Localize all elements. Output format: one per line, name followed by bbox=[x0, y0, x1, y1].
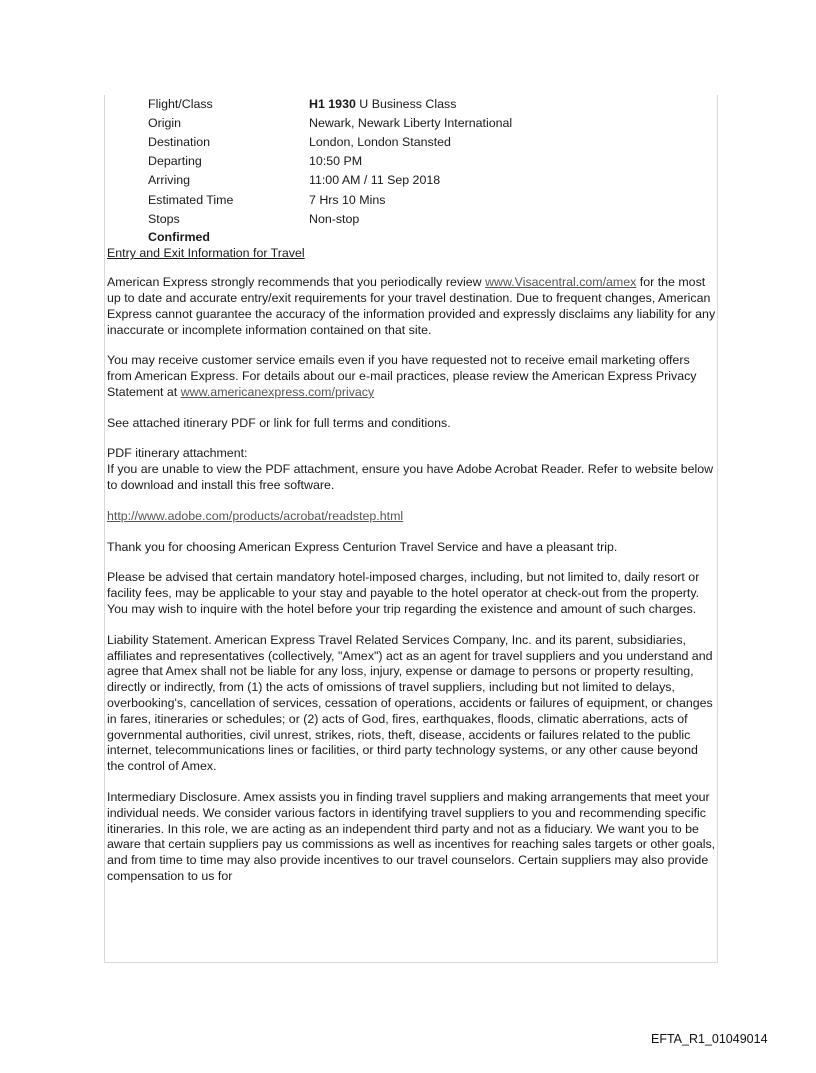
origin-value: Newark, Newark Liberty International bbox=[309, 115, 513, 130]
privacy-link[interactable]: www.americanexpress.com/privacy bbox=[180, 384, 375, 399]
privacy-paragraph bbox=[107, 353, 717, 400]
stops-value: Non-stop bbox=[309, 211, 360, 226]
stops-label: Stops bbox=[148, 211, 180, 226]
flight-row-stops bbox=[148, 210, 717, 229]
departing-label: Departing bbox=[148, 154, 202, 169]
document-body bbox=[107, 95, 717, 900]
arriving-value: 11:00 AM / 11 Sep 2018 bbox=[309, 173, 441, 188]
adobe-link[interactable]: http://www.adobe.com/products/acrobat/readstep.html bbox=[107, 508, 404, 523]
adobe-link-paragraph bbox=[107, 509, 717, 525]
flight-class-value bbox=[309, 97, 456, 113]
visacentral-link[interactable]: www.Visacentral.com/amex bbox=[485, 275, 637, 290]
pdf-paragraph bbox=[107, 446, 717, 493]
estimated-time-label: Estimated Time bbox=[148, 192, 234, 207]
flight-row-estimated-time bbox=[148, 191, 717, 210]
intermediary-disclosure: Intermediary Disclosure. Amex assists you in finding travel suppliers and making arrangements that meet your individual needs. We consider various factors in identifying travel suppliers to you and recommending specific itineraries. In this role, we are acting as an independent third party and not as a fiduciary. We want you to be aware that certain suppliers pay us commissions as well as incentives for reaching sales targets or other goals, and from time to time may also provide incentives to our travel counselors. Certain suppliers may also provide compensation to us for bbox=[107, 790, 716, 884]
arriving-label: Arriving bbox=[148, 173, 190, 188]
pdf-text: If you are unable to view the PDF attachment, ensure you have Adobe Acrobat Reader. Refer to website below to download and install this free software. bbox=[107, 462, 714, 493]
flight-class: U Business Class bbox=[355, 96, 457, 111]
booking-status: Confirmed bbox=[148, 230, 210, 245]
thanks-text: Thank you for choosing American Express Centurion Travel Service and have a pleasant trip. bbox=[107, 539, 618, 554]
entry-exit-text-start: American Express strongly recommends that you periodically review bbox=[107, 275, 486, 290]
privacy-text: You may receive customer service emails even if you have requested not to receive email marketing offers from American Express. For details about our e-mail practices, please review the American Express Privacy Statement at bbox=[107, 353, 697, 399]
entry-exit-paragraph bbox=[107, 275, 717, 338]
departing-value: 10:50 PM bbox=[309, 154, 363, 169]
pdf-title: PDF itinerary attachment: bbox=[107, 446, 248, 461]
liability-statement: Liability Statement. American Express Travel Related Services Company, Inc. and its parent, subsidiaries, affiliates and representatives (collectively, "Amex") act as an agent for travel suppliers and you understand and agree that Amex shall not be liable for any loss, injury, expense or damage to persons or property resulting, directly or indirectly, from (1) the acts of omissions of travel suppliers, including but not limited to delays, overbooking's, cancellation of services, cessation of operations, accidents or failures of equipment, or changes in fares, itineraries or schedules; or (2) acts of God, fires, earthquakes, floods, climatic aberrations, acts of governmental authorities, civil unrest, strikes, riots, theft, disease, accidents or failures related to the public internet, telecommunications lines or facilities, or third party technology systems, or any other cause beyond the control of Amex. bbox=[107, 632, 713, 774]
flight-row-arriving bbox=[148, 172, 717, 191]
flight-number: H1 1930 bbox=[309, 96, 356, 111]
document-id: EFTA_R1_01049014 bbox=[651, 1032, 768, 1046]
flight-details bbox=[148, 95, 717, 229]
flight-row-destination bbox=[148, 133, 717, 152]
hotel-charges-text: Please be advised that certain mandatory hotel-imposed charges, including, but not limited to, daily resort or facility fees, may be applicable to your stay and payable to the hotel operator at check-out from the property. You may wish to inquire with the hotel before your trip regarding the existence and amount of such charges. bbox=[107, 570, 700, 617]
flight-row-origin bbox=[148, 114, 717, 133]
attached-itinerary-text: See attached itinerary PDF or link for full terms and conditions. bbox=[107, 415, 451, 430]
entry-exit-text-end: for the most up to date and accurate entry/exit requirements for your travel destination. Due to frequent changes, American Express cannot guarantee the accuracy of the information provided and expressly disclaims any liability for any inaccurate or incomplete information contained on that site. bbox=[107, 275, 716, 337]
entry-exit-heading: Entry and Exit Information for Travel bbox=[107, 246, 305, 261]
destination-label: Destination bbox=[148, 135, 210, 150]
estimated-time-value: 7 Hrs 10 Mins bbox=[309, 192, 386, 207]
flight-row-class bbox=[148, 95, 717, 114]
flight-class-label: Flight/Class bbox=[148, 96, 213, 111]
destination-value: London, London Stansted bbox=[309, 135, 451, 150]
origin-label: Origin bbox=[148, 115, 182, 130]
flight-row-departing bbox=[148, 153, 717, 172]
